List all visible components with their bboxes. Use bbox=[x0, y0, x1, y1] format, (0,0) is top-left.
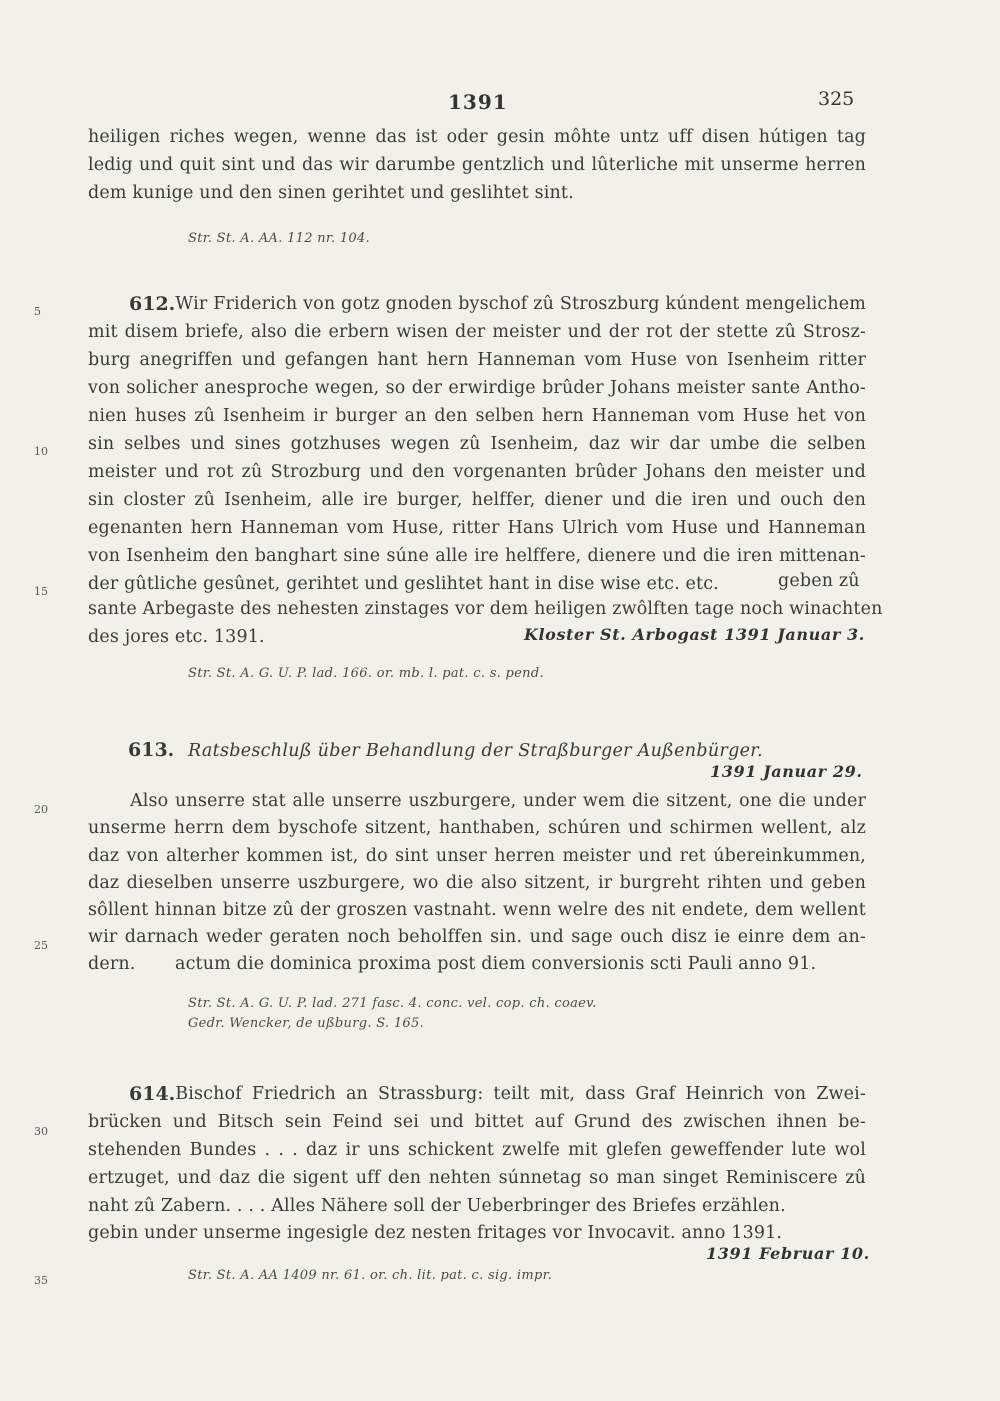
margin-number-20: 20 bbox=[34, 803, 48, 816]
doc614-line-6: gebin under unserme ingesigle dez nesten fritages vor Invocavit. anno 1391. bbox=[88, 1223, 783, 1243]
margin-number-10: 10 bbox=[34, 445, 48, 458]
page-number: 325 bbox=[818, 88, 855, 110]
doc613-line-6: wir darnach weder geraten noch beholffen sin. und sage ouch disz ie einre dem an- bbox=[88, 927, 866, 947]
margin-number-25: 25 bbox=[34, 939, 48, 952]
doc613-source-1: Str. St. A. G. U. P. lad. 271 fasc. 4. conc. vel. cop. ch. coaev. bbox=[188, 996, 597, 1011]
doc614-line-1 bbox=[129, 1083, 866, 1105]
doc612-line-11: der gûtliche gesûnet, gerihtet und geslihtet hant in dise wise etc. etc. bbox=[88, 574, 719, 594]
doc613-number: 613. bbox=[128, 739, 175, 761]
doc614-source: Str. St. A. AA 1409 nr. 61. or. ch. lit. pat. c. sig. impr. bbox=[188, 1268, 553, 1283]
doc613-heading bbox=[128, 739, 763, 762]
doc613-line-4: daz dieselben unserre uszburgere, wo die also sitzent, ir burgreht rihten und geben bbox=[88, 873, 866, 893]
doc613-line-3: daz von alterher kommen ist, do sint unser herren meister und ret úbereinkummen, bbox=[88, 846, 866, 866]
doc614-number: 614. bbox=[129, 1083, 176, 1105]
doc613-title: Ratsbeschluß über Behandlung der Straßburger Außenbürger. bbox=[188, 741, 763, 761]
doc614-date: 1391 Februar 10. bbox=[706, 1244, 870, 1263]
doc613-line-2: unserme herrn dem byschofe sitzent, hanthaben, schúren und schirmen wellent, alz bbox=[88, 818, 866, 838]
doc612-date: Kloster St. Arbogast 1391 Januar 3. bbox=[524, 625, 865, 644]
margin-number-30: 30 bbox=[34, 1125, 48, 1138]
doc612-line-13: des jores etc. 1391. bbox=[88, 627, 265, 647]
doc612-line-1-text: Wir Friderich von gotz gnoden byschof zû Stroszburg kúndent mengelichem bbox=[175, 294, 866, 314]
doc612-line-1 bbox=[129, 293, 866, 315]
doc612-line-2: mit disem briefe, also die erbern wisen der meister und der rot der stette zû Strosz- bbox=[88, 322, 866, 342]
margin-number-5: 5 bbox=[34, 305, 41, 318]
doc612-line-7: meister und rot zû Strozburg und den vorgenanten brûder Johans den meister und bbox=[88, 462, 866, 482]
doc612-line-3: burg anegriffen und gefangen hant hern Hanneman vom Huse von Isenheim ritter bbox=[88, 350, 866, 370]
doc612-line-4: von solicher anesproche wegen, so der erwirdige brûder Johans meister sante Antho- bbox=[88, 378, 866, 398]
doc613-line-5: sôllent hinnan bitze zû der groszen vastnaht. wenn welre des nit endete, dem wellent bbox=[88, 900, 866, 920]
doc612-line-12: sante Arbegaste des nehesten zinstages vor dem heiligen zwôlften tage noch winachten bbox=[88, 599, 883, 619]
doc612-line-11-tail: geben zû bbox=[778, 571, 860, 591]
doc614-line-5: naht zû Zabern. . . . Alles Nähere soll der Ueberbringer des Briefes erzählen. bbox=[88, 1196, 786, 1216]
prev-line-3: dem kunige und den sinen gerihtet und geslihtet sint. bbox=[88, 183, 574, 203]
prev-source: Str. St. A. AA. 112 nr. 104. bbox=[188, 231, 370, 246]
doc614-line-3: stehenden Bundes . . . daz ir uns schickent zwelfe mit glefen geweffender lute wol bbox=[88, 1140, 866, 1160]
doc613-source-2: Gedr. Wencker, de ußburg. S. 165. bbox=[188, 1016, 424, 1031]
running-header-year: 1391 bbox=[448, 90, 508, 114]
doc613-line-1: Also unserre stat alle unserre uszburgere, under wem die sitzent, one die under bbox=[130, 791, 866, 811]
doc612-line-6: sin selbes und sines gotzhuses wegen zû Isenheim, daz wir dar umbe die selben bbox=[88, 434, 866, 454]
doc612-source: Str. St. A. G. U. P. lad. 166. or. mb. l. pat. c. s. pend. bbox=[188, 666, 544, 681]
doc613-actum: actum die dominica proxima post diem conversionis scti Pauli anno 91. bbox=[175, 954, 817, 974]
margin-number-35: 35 bbox=[34, 1274, 48, 1287]
doc612-number: 612. bbox=[129, 293, 176, 315]
doc613-line-7: dern. bbox=[88, 954, 136, 974]
prev-line-1: heiligen riches wegen, wenne das ist oder gesin môhte untz uff disen hútigen tag bbox=[88, 127, 866, 147]
doc612-line-8: sin closter zû Isenheim, alle ire burger, helffer, diener und die iren und ouch den bbox=[88, 490, 866, 510]
doc612-line-9: egenanten hern Hanneman vom Huse, ritter Hans Ulrich vom Huse und Hanneman bbox=[88, 518, 866, 538]
margin-number-15: 15 bbox=[34, 585, 48, 598]
prev-line-2: ledig und quit sint und das wir darumbe gentzlich und lûterliche mit unserme herren bbox=[88, 155, 866, 175]
doc614-line-2: brücken und Bitsch sein Feind sei und bittet auf Grund des zwischen ihnen be- bbox=[88, 1112, 866, 1132]
doc612-line-5: nien huses zû Isenheim ir burger an den selben hern Hanneman vom Huse het von bbox=[88, 406, 866, 426]
doc614-line-1-text: Bischof Friedrich an Strassburg: teilt mit, dass Graf Heinrich von Zwei- bbox=[175, 1084, 866, 1104]
doc614-line-4: ertzuget, und daz die sigent uff den nehten súnnetag so man singet Reminiscere zû bbox=[88, 1168, 866, 1188]
doc613-date: 1391 Januar 29. bbox=[710, 762, 863, 781]
doc612-line-10: von Isenheim den banghart sine súne alle ire helffere, dienere und die iren mittenan- bbox=[88, 546, 866, 566]
